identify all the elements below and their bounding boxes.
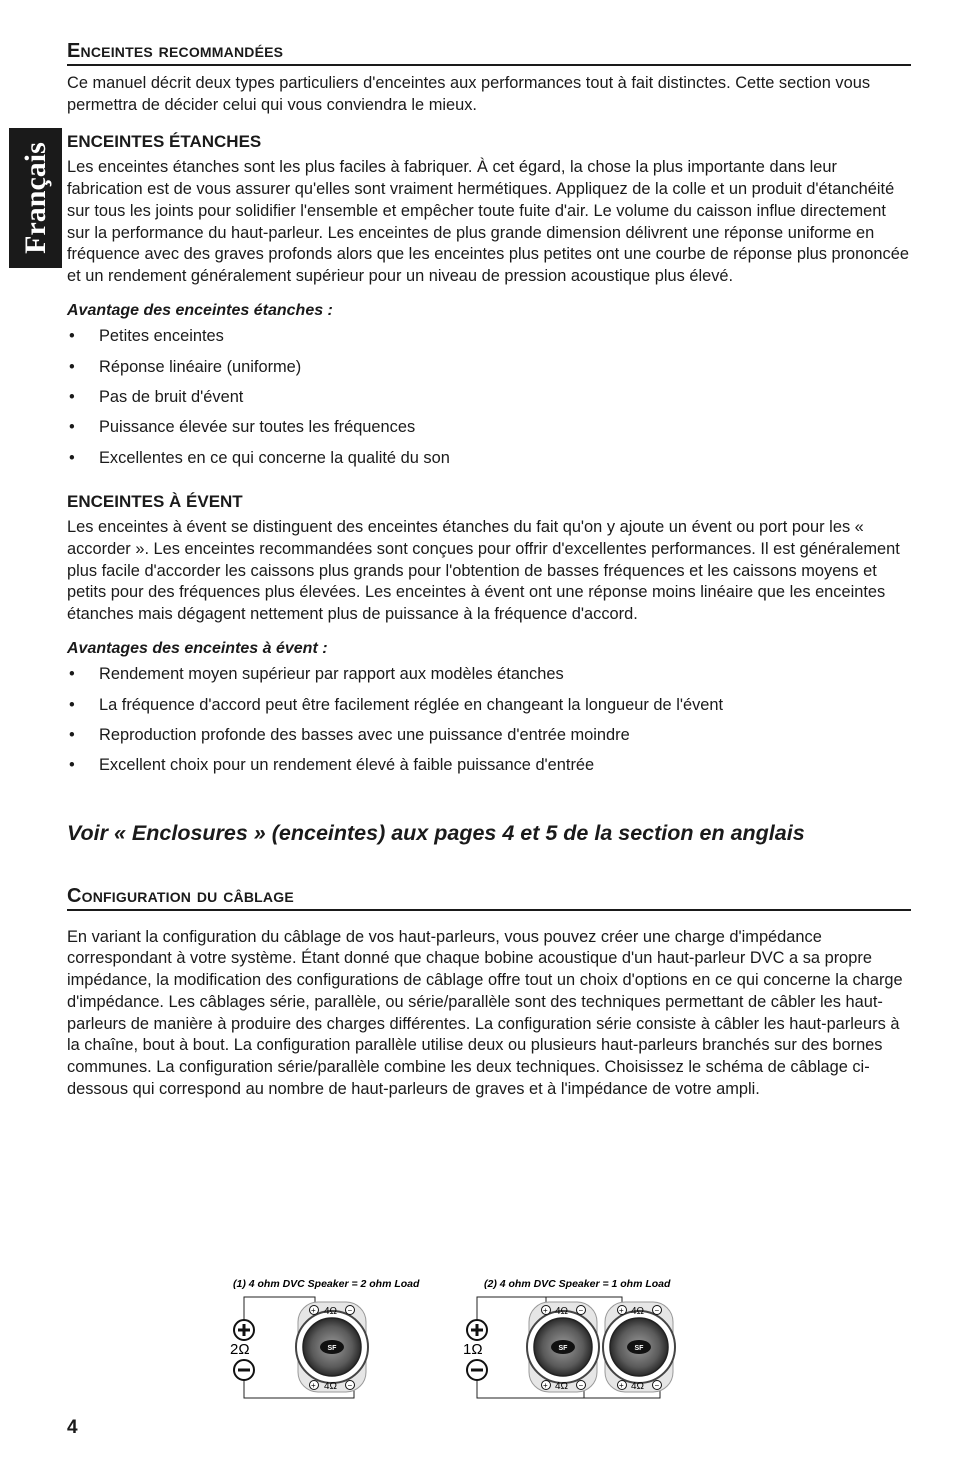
svg-text:+: + [311,1381,316,1390]
coil-label: 4Ω [324,1381,338,1392]
ported-advantages-title: Avantages des enceintes à évent : [67,639,328,657]
list-item: • La fréquence d'accord peut être facilement réglée en changeant la longueur de l'évent [67,695,911,717]
list-item: • Excellent choix pour un rendement élevé à faible puissance d'entrée [67,755,911,777]
list-item: • Petites enceintes [67,326,911,348]
load-label-1: 2Ω [230,1341,250,1358]
svg-text:+: + [543,1381,548,1390]
sealed-advantages-list [67,326,911,469]
coil-label: 4Ω [555,1306,569,1317]
svg-text:−: − [347,1306,353,1315]
svg-text:−: − [654,1306,660,1315]
speaker-logo: SF [634,1345,644,1352]
list-item: • Excellentes en ce qui concerne la qualité du son [67,448,911,470]
svg-text:+: + [543,1306,548,1315]
list-item: • Pas de bruit d'évent [67,387,911,409]
language-tab-label: Français [18,142,52,254]
section-title-wiring: Configuration du câblage [67,885,911,911]
ported-heading: ENCEINTES À ÉVENT [67,492,243,512]
svg-text:−: − [654,1381,660,1390]
section-title-enclosures: Enceintes recommandées [67,40,911,66]
coil-label: 4Ω [324,1306,338,1317]
list-item: • Réponse linéaire (uniforme) [67,357,911,379]
reference-note: Voir « Enclosures » (enceintes) aux pages 4 et 5 de la section en anglais [67,821,805,846]
wiring-paragraph: En variant la configuration du câblage de vos haut-parleurs, vous pouvez créer une charge d'impédance correspondant à votre système. Étant donné que chaque bobine acoustique d'un haut-parleur DVC a sa propre impédance, la modification des configurations de câblage offre tout un choix d'options en ce qui concerne la charge d'impédance. Les câblages série, parallèle, ou série/parallèle sont des techniques permettant de câbler les haut-parleurs de manière à produire des charges différentes. La configuration série consiste à câbler les haut-parleurs à la chaîne, bout à bout. La configuration parallèle utilise deux ou plusieurs haut-parleurs branchés sur des bornes communes. La configuration série/parallèle combine les deux techniques. Choisissez le schéma de câblage ci-dessous qui correspond au nombre de haut-parleurs de graves et à l'impédance de votre ampli. [67,927,903,1098]
page-content [67,40,911,1100]
sealed-heading: ENCEINTES ÉTANCHES [67,132,262,152]
list-item: • Puissance élevée sur toutes les fréquences [67,417,911,439]
load-label-2: 1Ω [463,1341,483,1358]
speaker-logo: SF [558,1345,568,1352]
language-tab [9,128,62,268]
svg-text:−: − [578,1381,584,1390]
intro-paragraph: Ce manuel décrit deux types particuliers d'enceintes aux performances tout à fait distinctes. Cette section vous permettra de décider celui qui vous conviendra le mieux. [67,74,871,114]
page-number: 4 [67,1417,78,1438]
svg-text:+: + [619,1381,624,1390]
ported-advantages-list [67,664,911,777]
coil-label: 4Ω [631,1381,645,1392]
svg-text:−: − [578,1306,584,1315]
wiring-diagram [228,1272,708,1407]
diagram-dual-speakers [463,1297,675,1398]
svg-text:−: − [347,1381,353,1390]
diagram-caption-1: (1) 4 ohm DVC Speaker = 2 ohm Load [233,1278,420,1290]
diagram-caption-2: (2) 4 ohm DVC Speaker = 1 ohm Load [484,1278,671,1290]
sealed-paragraph: Les enceintes étanches sont les plus faciles à fabriquer. À cet égard, la chose la plus importante dans leur fabrication est de vous assurer qu'elles sont vraiment hermétiques. Appliquez de la colle et un produit d'étanchéité sur tous les joints pour solidifier l'ensemble et empêcher toute fuite d'air. Le volume du caisson influe directement sur la performance du haut-parleur. Les enceintes de plus grande dimension délivrent une réponse uniforme en fréquence avec des graves profonds alors que les enceintes plus petites ont une courbe de réponse plus prononcée et un rendement généralement supérieur pour un niveau de pression acoustique plus élevé. [67,158,909,285]
list-item: • Rendement moyen supérieur par rapport aux modèles étanches [67,664,911,686]
coil-label: 4Ω [555,1381,569,1392]
coil-label: 4Ω [631,1306,645,1317]
svg-text:+: + [619,1306,624,1315]
svg-text:+: + [311,1306,316,1315]
speaker-logo: SF [327,1345,337,1352]
sealed-advantages-title: Avantage des enceintes étanches : [67,301,333,319]
list-item: • Reproduction profonde des basses avec une puissance d'entrée moindre [67,725,911,747]
diagram-single-speaker [230,1297,368,1398]
ported-paragraph: Les enceintes à évent se distinguent des enceintes étanches du fait qu'on y ajoute un évent ou port pour les « accorder ». Les enceintes recommandées sont conçues pour offrir d'excellentes performances. Il est généralement plus facile d'accorder les caissons plus grands pour l'obtention de basses fréquences et les caissons moyens et petits pour des fréquences plus élevées. Les enceintes à évent ont une réponse moins linéaire que les enceintes étanches mais dégagent nettement plus de puissance à la fréquence d'accord. [67,518,900,624]
